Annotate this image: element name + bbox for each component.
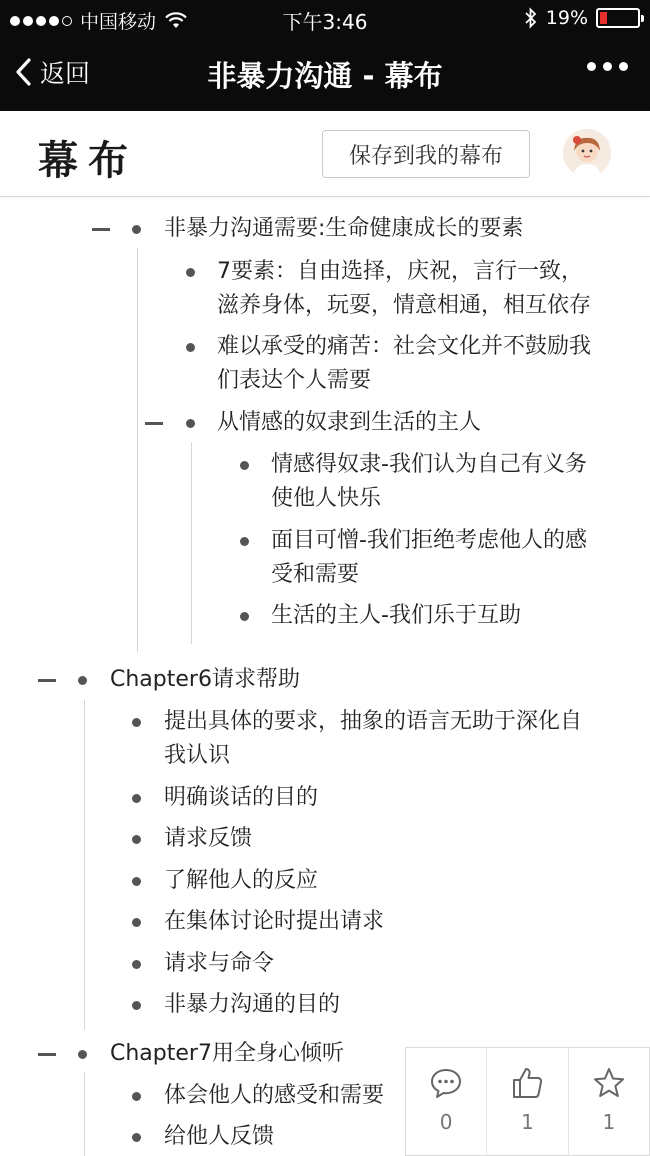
outline-item[interactable]: 非暴力沟通需要:生命健康成长的要素 (164, 216, 524, 241)
outline-item[interactable]: 7要素：自由选择，庆祝，言行一致， (217, 259, 583, 284)
avatar[interactable] (563, 129, 611, 177)
outline-item[interactable]: 了解他人的反应 (164, 868, 319, 893)
outline-item[interactable]: Chapter7用全身心倾听 (110, 1041, 344, 1066)
outline-item-continued[interactable]: 使他人快乐 (271, 486, 382, 511)
thumbs-up-icon (510, 1066, 544, 1100)
battery-icon (596, 8, 640, 28)
guide-line (191, 442, 192, 644)
carrier-label: 中国移动 (80, 11, 157, 33)
outline-item[interactable]: 在集体讨论时提出请求 (164, 909, 385, 934)
outline-item[interactable]: 非暴力沟通的目的 (164, 992, 341, 1017)
star-count: 1 (602, 1110, 616, 1134)
guide-line (137, 248, 138, 652)
avatar-image (563, 129, 611, 177)
collapse-toggle[interactable] (38, 679, 56, 682)
outline-item[interactable]: 请求与命令 (164, 951, 275, 976)
bullet-point[interactable] (132, 1133, 141, 1142)
comment-count: 0 (439, 1110, 453, 1134)
action-panel (405, 1047, 650, 1156)
bullet-point[interactable] (186, 419, 195, 428)
status-time: 下午3:46 (282, 10, 368, 34)
outline-item[interactable]: 难以承受的痛苦：社会文化并不鼓励我 (217, 334, 592, 359)
logo: 幕布 (38, 137, 138, 184)
outline-item-continued[interactable]: 我认识 (164, 743, 231, 768)
collapse-toggle[interactable] (145, 422, 163, 425)
guide-line (84, 700, 85, 1030)
battery-percent: 19% (545, 7, 588, 29)
more-icon[interactable] (587, 62, 628, 71)
outline-item[interactable]: 提出具体的要求，抽象的语言无助于深化自 (164, 709, 583, 734)
outline-item-continued[interactable]: 们表达个人需要 (217, 368, 372, 393)
like-button[interactable] (487, 1048, 568, 1155)
outline-item[interactable]: 明确谈话的目的 (164, 785, 319, 810)
bullet-point[interactable] (132, 960, 141, 969)
bullet-point[interactable] (240, 612, 249, 621)
back-button[interactable] (14, 54, 90, 90)
outline-item[interactable]: Chapter6请求帮助 (110, 667, 300, 692)
bullet-point[interactable] (132, 1001, 141, 1010)
outline-item[interactable]: 生活的主人-我们乐于互助 (271, 603, 521, 628)
top-bar (0, 0, 650, 111)
outline-item[interactable]: 体会他人的感受和需要 (164, 1083, 385, 1108)
chevron-left-icon (14, 57, 34, 87)
favorite-button[interactable] (569, 1048, 649, 1155)
outline-item[interactable]: 面目可憎-我们拒绝考虑他人的感 (271, 528, 587, 553)
nav-bar (0, 36, 650, 111)
save-to-mubu-button[interactable]: 保存到我的幕布 (322, 130, 530, 178)
outline-item[interactable]: 请求反馈 (164, 826, 253, 851)
bullet-point[interactable] (132, 225, 141, 234)
status-bar (0, 0, 650, 36)
outline-item-continued[interactable]: 受和需要 (271, 562, 360, 587)
outline-item[interactable]: 从情感的奴隶到生活的主人 (217, 410, 482, 435)
bluetooth-icon (524, 7, 538, 29)
star-icon (592, 1066, 626, 1100)
bullet-point[interactable] (132, 718, 141, 727)
bullet-point[interactable] (132, 835, 141, 844)
collapse-toggle[interactable] (38, 1053, 56, 1056)
bullet-point[interactable] (132, 1092, 141, 1101)
like-count: 1 (521, 1110, 534, 1134)
guide-line (84, 1072, 85, 1156)
comment-icon (429, 1066, 463, 1100)
page-title: 非暴力沟通 - 幕布 (207, 59, 443, 93)
bullet-point[interactable] (78, 676, 87, 685)
bullet-point[interactable] (186, 268, 195, 277)
comment-button[interactable] (406, 1048, 487, 1155)
bullet-point[interactable] (78, 1050, 87, 1059)
bullet-point[interactable] (132, 877, 141, 886)
bullet-point[interactable] (240, 537, 249, 546)
outline-item[interactable]: 情感得奴隶-我们认为自己有义务 (271, 452, 587, 477)
collapse-toggle[interactable] (92, 228, 110, 231)
bullet-point[interactable] (186, 343, 195, 352)
bullet-point[interactable] (132, 918, 141, 927)
outline-item[interactable]: 给他人反馈 (164, 1124, 275, 1149)
outline-item-continued[interactable]: 滋养身体，玩耍，情意相通，相互依存 (217, 293, 592, 318)
bullet-point[interactable] (132, 794, 141, 803)
bullet-point[interactable] (240, 461, 249, 470)
back-label: 返回 (40, 59, 91, 88)
app-header (0, 111, 650, 197)
